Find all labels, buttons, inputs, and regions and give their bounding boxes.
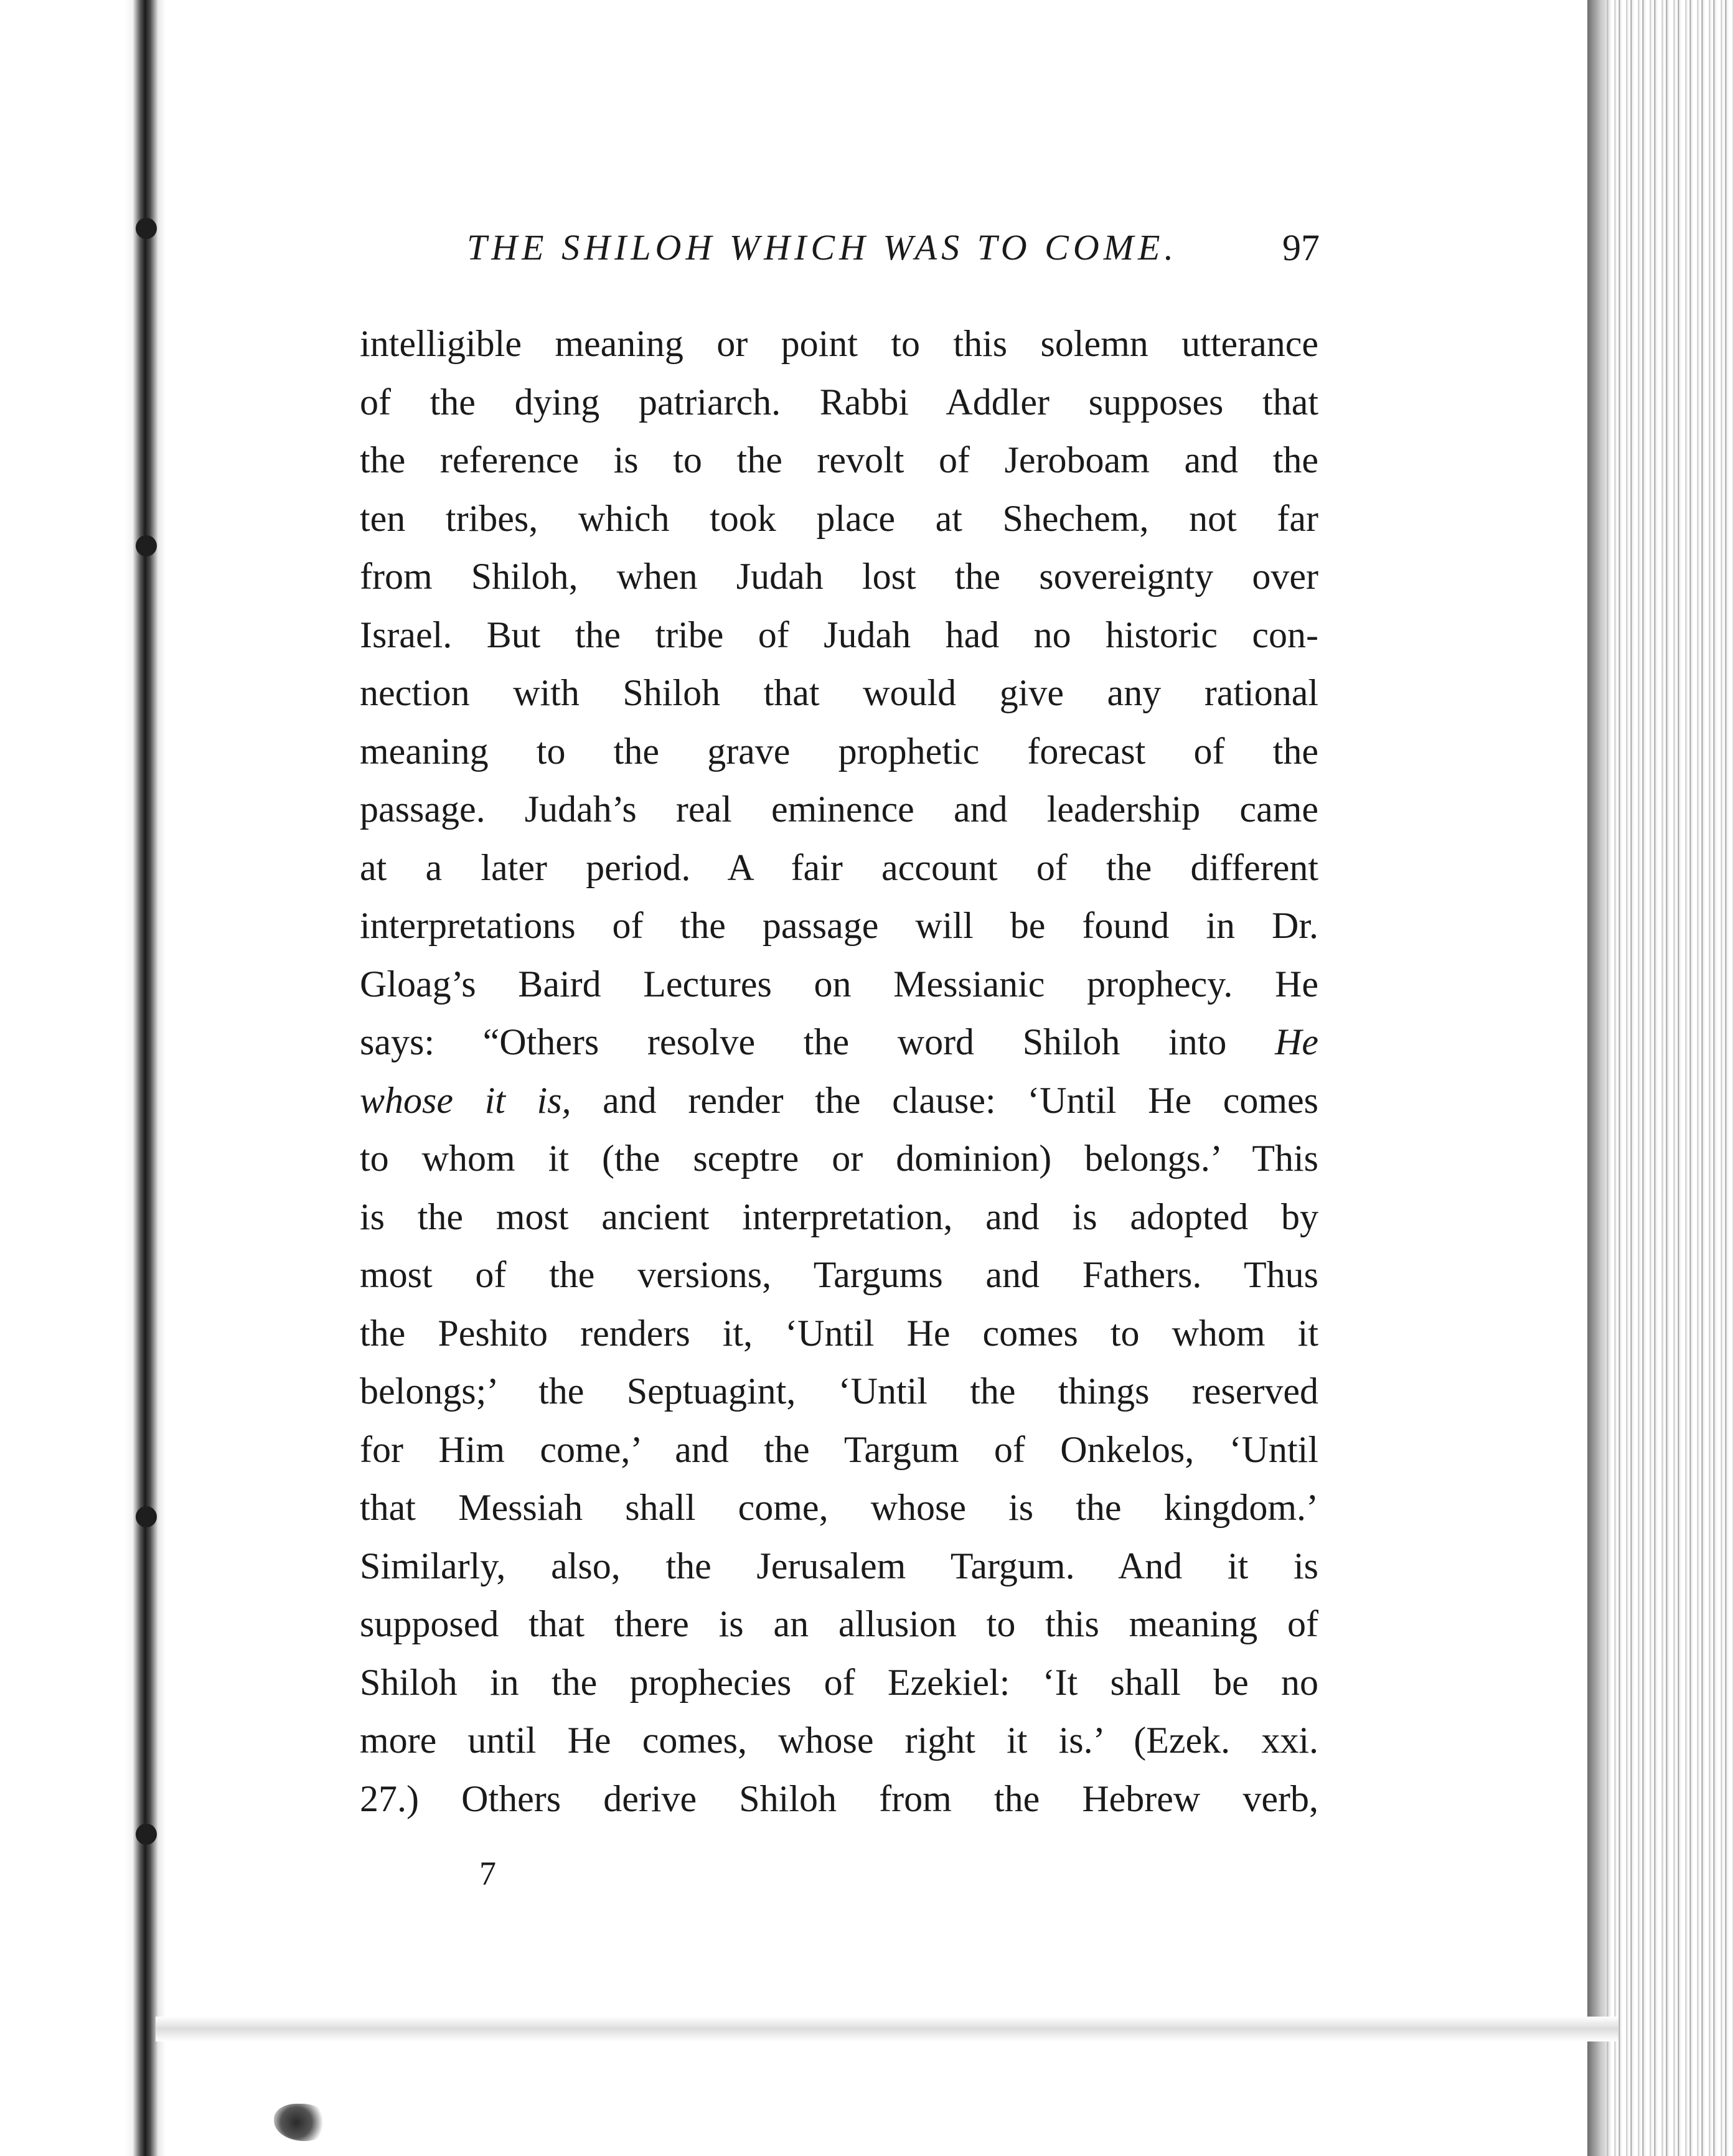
- text-line: that Messiah shall come, whose is the kingdom.’: [360, 1487, 1318, 1528]
- italic-text: He: [1275, 1021, 1318, 1062]
- text-line: for Him come,’ and the Targum of Onkelos, ‘Until: [360, 1428, 1318, 1470]
- text-line: 27.) Others derive Shiloh from the Hebrew verb,: [360, 1778, 1318, 1819]
- text-line: at a later period. A fair account of the different: [360, 846, 1318, 888]
- text-line: from Shiloh, when Judah lost the sovereignty over: [360, 556, 1318, 597]
- page-header: [361, 223, 1320, 273]
- text-line: of the dying patriarch. Rabbi Addler supposes that: [360, 381, 1318, 423]
- text-line: interpretations of the passage will be found in Dr.: [360, 905, 1318, 946]
- text-line: belongs;’ the Septuagint, ‘Until the things reserved: [360, 1371, 1318, 1412]
- text-line: supposed that there is an allusion to this meaning of: [360, 1603, 1318, 1644]
- text-line: is the most ancient interpretation, and is adopted by: [360, 1196, 1318, 1237]
- binding-thread-knot: [136, 1824, 157, 1845]
- fore-edge-shadow: [1587, 0, 1612, 2156]
- running-head: THE SHILOH WHICH WAS TO COME.: [467, 227, 1178, 268]
- text-line: whose it is, and render the clause: ‘Until He comes: [360, 1079, 1318, 1121]
- text-line: says: “Others resolve the word Shiloh into He: [360, 1021, 1318, 1062]
- text-line: ten tribes, which took place at Shechem, not far: [360, 497, 1318, 539]
- text-line: more until He comes, whose right it is.’ (Ezek. xxi.: [360, 1720, 1318, 1761]
- signature-mark: 7: [479, 1855, 496, 1892]
- italic-text: whose it is,: [360, 1079, 571, 1121]
- text-line: meaning to the grave prophetic forecast of the: [360, 730, 1318, 772]
- page-bottom-shadow: [156, 2017, 1618, 2041]
- text-line: Shiloh in the prophecies of Ezekiel: ‘It shall be no: [360, 1661, 1318, 1703]
- text-line: nection with Shiloh that would give any rational: [360, 672, 1318, 713]
- text-line: most of the versions, Targums and Fathers. Thus: [360, 1254, 1318, 1295]
- text-line: Gloag’s Baird Lectures on Messianic prophecy. He: [360, 963, 1318, 1005]
- scan-speck: [274, 2104, 330, 2141]
- text-line: to whom it (the sceptre or dominion) belongs.’ This: [360, 1138, 1318, 1179]
- text-line: the reference is to the revolt of Jeroboam and the: [360, 439, 1318, 480]
- text-line: passage. Judah’s real eminence and leadership came: [360, 789, 1318, 830]
- text-line: intelligible meaning or point to this solemn utterance: [360, 323, 1318, 364]
- body-text: [360, 315, 1318, 1828]
- binding-thread-knot: [136, 218, 157, 239]
- page-number: 97: [1282, 227, 1320, 268]
- binding-thread-knot: [136, 1506, 157, 1527]
- text-line: Israel. But the tribe of Judah had no historic con-: [360, 614, 1318, 655]
- text-line: the Peshito renders it, ‘Until He comes to whom it: [360, 1312, 1318, 1354]
- text-line: Similarly, also, the Jerusalem Targum. And it is: [360, 1545, 1318, 1587]
- binding-thread-knot: [136, 535, 157, 556]
